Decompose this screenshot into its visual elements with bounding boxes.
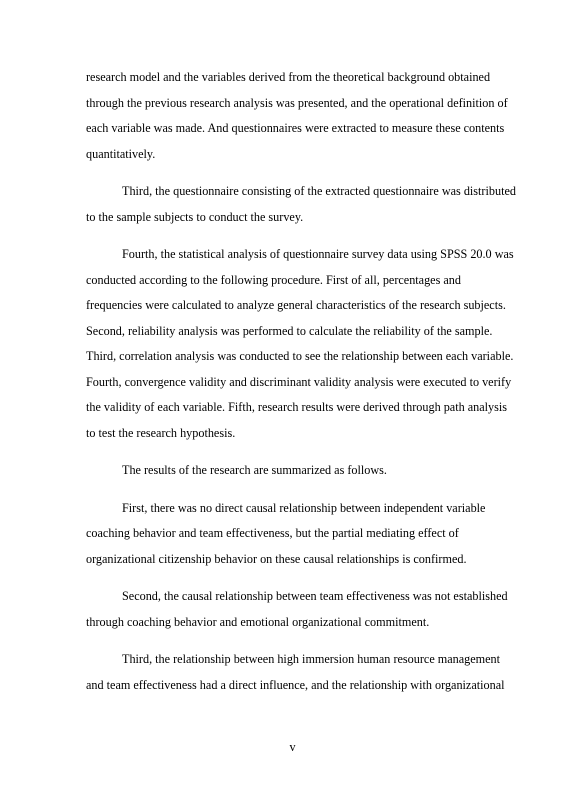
paragraph-continuation — [86, 65, 514, 167]
text-line: The results of the research are summarized as follows. — [122, 463, 387, 477]
text-line: Third, correlation analysis was conducted to see the relationship between each variable. — [86, 349, 514, 363]
text-line: Fourth, the statistical analysis of questionnaire survey data using SPSS 20.0 was — [122, 247, 514, 261]
paragraph-first-result — [86, 496, 514, 573]
text-line: through the previous research analysis was presented, and the operational definition of — [86, 95, 508, 110]
text-line: First, there was no direct causal relationship between independent variable — [122, 500, 486, 515]
text-line: Second, the causal relationship between team effectiveness was not established — [122, 589, 508, 603]
text-line: organizational citizenship behavior on these causal relationships is confirmed. — [86, 551, 467, 566]
paragraph-third-result — [86, 647, 514, 698]
text-line: each variable was made. And questionnaires were extracted to measure these contents — [86, 121, 505, 135]
body-text — [86, 65, 514, 710]
text-line: through coaching behavior and emotional organizational commitment. — [86, 614, 430, 629]
paragraph-third-step — [86, 179, 514, 230]
text-line: frequencies were calculated to analyze general characteristics of the research subjects. — [86, 298, 506, 312]
text-line: to the sample subjects to conduct the survey. — [86, 209, 304, 224]
text-line: Second, reliability analysis was performed to calculate the reliability of the sample. — [86, 323, 493, 338]
text-line: coaching behavior and team effectiveness, but the partial mediating effect of — [86, 526, 459, 540]
text-line: research model and the variables derived from the theoretical background obtained — [86, 70, 491, 84]
text-line: conducted according to the following procedure. First of all, percentages and — [86, 272, 461, 287]
text-line: Third, the questionnaire consisting of the extracted questionnaire was distributed — [122, 184, 516, 198]
paragraph-results-intro — [86, 458, 514, 484]
text-line: Third, the relationship between high immersion human resource management — [122, 652, 501, 666]
text-line: the validity of each variable. Fifth, research results were derived through path analysis — [86, 400, 507, 414]
text-line: to test the research hypothesis. — [86, 425, 236, 440]
text-line: and team effectiveness had a direct influence, and the relationship with organizational — [86, 677, 505, 692]
text-line: quantitatively. — [86, 146, 156, 161]
page-number: v — [289, 740, 296, 754]
text-line: Fourth, convergence validity and discriminant validity analysis were executed to verify — [86, 374, 512, 389]
paragraph-fourth-step — [86, 242, 514, 446]
paragraph-second-result — [86, 584, 514, 635]
